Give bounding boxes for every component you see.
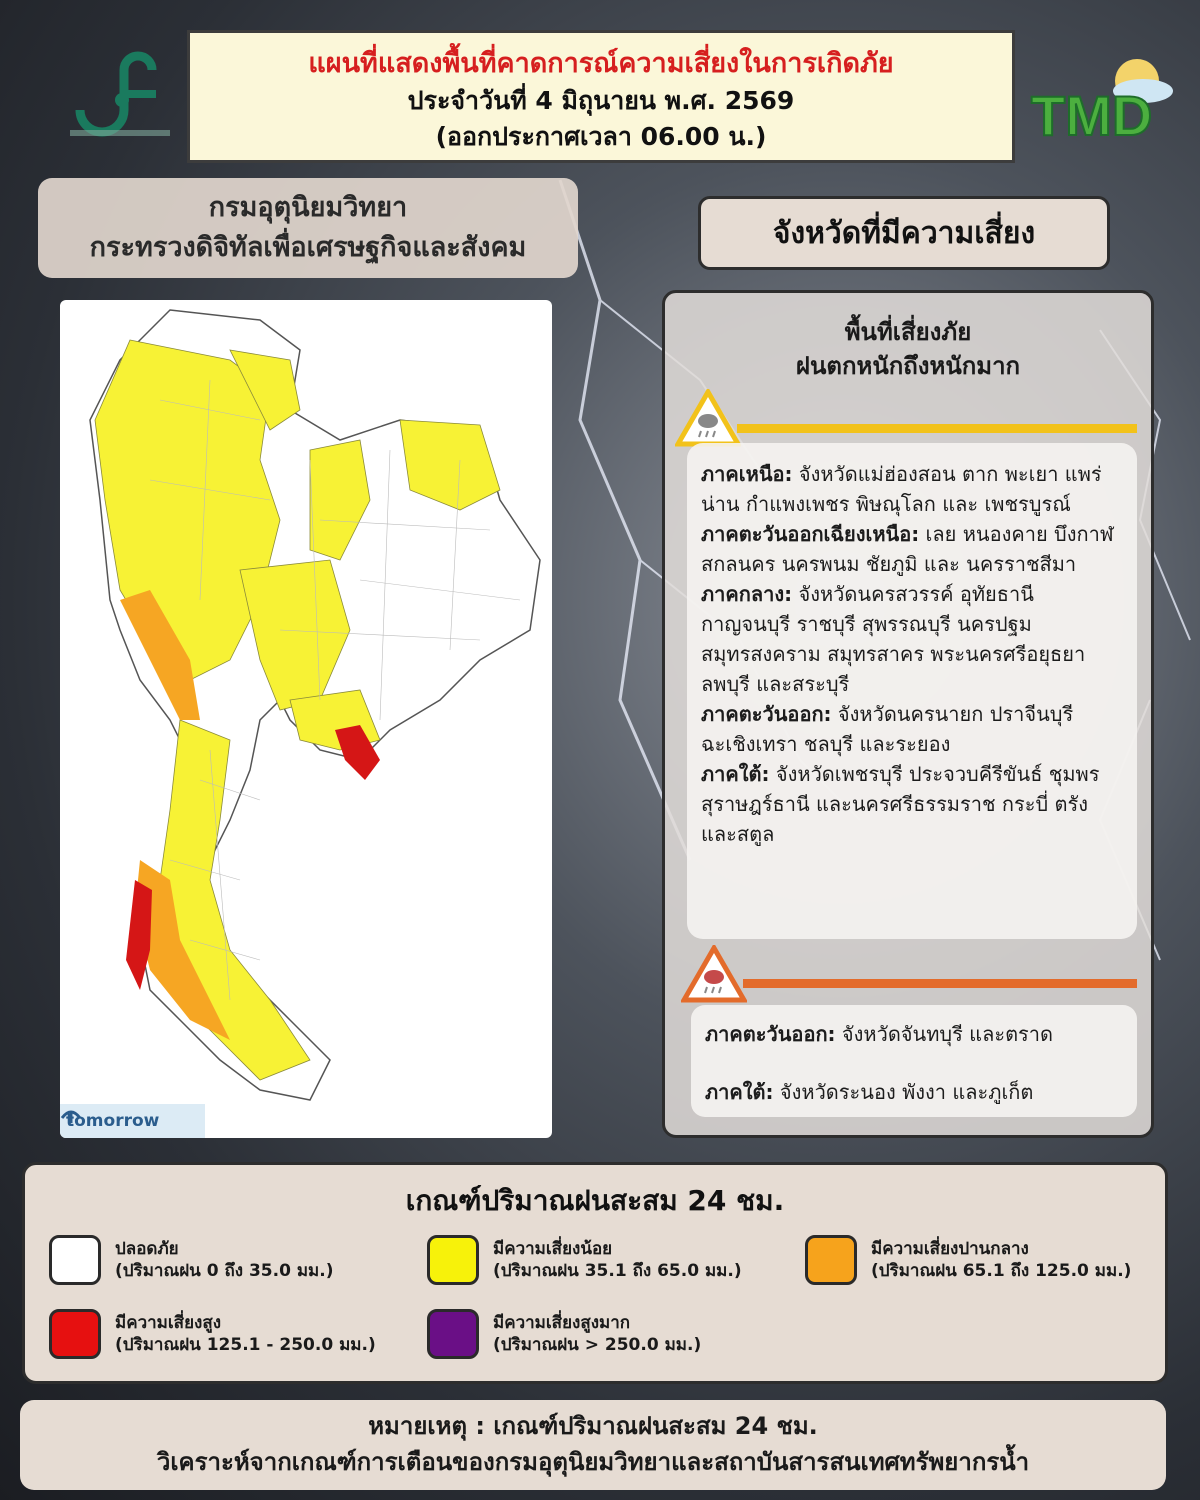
province-list: จังหวัดนครสวรรค์ อุทัยธานี กาญจนบุรี ราชบุรี สุพรรณบุรี นครปฐม สมุทรสงคราม สมุทรสาคร พระนครศรีอยุธยา ลพบุรี และสระบุรี xyxy=(701,582,1086,696)
map-svg xyxy=(60,300,552,1138)
tomorrow-label: tomorrow xyxy=(66,1111,160,1131)
province-list: จังหวัดแม่ฮ่องสอน ตาก พะเยา แพร่ น่าน กำแพงเพชร พิษณุโลก และ เพชรบูรณ์ xyxy=(701,462,1102,516)
very-heavy-rain-divider xyxy=(743,979,1137,988)
ministry-name: กระทรวงดิจิทัลเพื่อเศรษฐกิจและสังคม xyxy=(89,232,527,263)
legend-range-medium: (ปริมาณฝน 65.1 ถึง 125.0 มม.) xyxy=(871,1261,1132,1281)
tomorrow-icon xyxy=(60,1104,82,1124)
tomorrow-attribution xyxy=(60,1104,205,1138)
province-list: จังหวัดจันทบุรี และตราด xyxy=(835,1022,1054,1046)
note-line1: หมายเหตุ : เกณฑ์ปริมาณฝนสะสม 24 ชม. xyxy=(368,1412,818,1440)
note-line2: วิเคราะห์จากเกณฑ์การเตือนของกรมอุตุนิยมวิทยาและสถาบันสารสนเทศทรัพยากรน้ำ xyxy=(156,1448,1030,1476)
department-box xyxy=(38,178,578,278)
legend-label-very-high: มีความเสี่ยงสูงมาก xyxy=(493,1313,631,1333)
province-list: จังหวัดระนอง พังงา และภูเก็ต xyxy=(773,1080,1034,1104)
region-name: ภาคตะวันออก: xyxy=(705,1022,836,1046)
legend-range-very-high: (ปริมาณฝน > 250.0 มม.) xyxy=(493,1335,702,1355)
risk-entry xyxy=(705,1077,1127,1107)
risk-entry xyxy=(701,519,1127,579)
risk-panel xyxy=(662,290,1154,1138)
department-name: กรมอุตุนิยมวิทยา xyxy=(208,192,408,223)
legend-item-medium xyxy=(805,1235,1131,1285)
forecast-date: ประจำวันที่ 4 มิถุนายน พ.ศ. 2569 xyxy=(407,86,795,115)
legend-item-low xyxy=(427,1235,742,1285)
ministry-logo-caption xyxy=(70,130,170,136)
tmd-logo xyxy=(1025,45,1185,145)
legend-swatch-low xyxy=(427,1235,479,1285)
very-heavy-rain-warning-icon xyxy=(681,945,747,1003)
very-heavy-rain-list xyxy=(691,1005,1137,1117)
legend-range-high: (ปริมาณฝน 125.1 - 250.0 มม.) xyxy=(115,1335,376,1355)
province-list: จังหวัดเพชรบุรี ประจวบคีรีขันธ์ ชุมพร สุราษฎร์ธานี และนครศรีธรรมราช กระบี่ ตรัง และสตูล xyxy=(701,762,1100,846)
title-box xyxy=(187,30,1015,163)
risk-panel-title-line1: พื้นที่เสี่ยงภัย xyxy=(844,318,972,346)
legend-item-high xyxy=(49,1309,376,1359)
province-list: จังหวัดนครนายก ปราจีนบุรี ฉะเชิงเทรา ชลบุรี และระยอง xyxy=(701,702,1074,756)
risk-entry xyxy=(701,579,1127,699)
heavy-rain-divider xyxy=(737,424,1137,433)
legend-label-low: มีความเสี่ยงน้อย xyxy=(493,1239,613,1259)
region-name: ภาคกลาง: xyxy=(701,582,793,606)
note-box xyxy=(20,1400,1166,1490)
risk-panel-title xyxy=(665,315,1151,383)
region-name: ภาคตะวันออกเฉียงเหนือ: xyxy=(701,522,920,546)
issued-time: (ออกประกาศเวลา 06.00 น.) xyxy=(435,122,767,151)
region-name: ภาคใต้: xyxy=(705,1080,774,1104)
risk-provinces-header: จังหวัดที่มีความเสี่ยง xyxy=(698,196,1110,270)
legend-range-safe: (ปริมาณฝน 0 ถึง 35.0 มม.) xyxy=(115,1261,334,1281)
legend xyxy=(22,1162,1168,1384)
legend-label-safe: ปลอดภัย xyxy=(115,1239,179,1259)
legend-range-low: (ปริมาณฝน 35.1 ถึง 65.0 มม.) xyxy=(493,1261,742,1281)
legend-item-very-high xyxy=(427,1309,701,1359)
risk-entry xyxy=(701,759,1127,849)
region-name: ภาคตะวันออก: xyxy=(701,702,832,726)
thailand-rain-risk-map xyxy=(60,300,552,1138)
risk-panel-title-line2: ฝนตกหนักถึงหนักมาก xyxy=(795,352,1021,380)
heavy-rain-list xyxy=(687,443,1137,939)
tmd-logo-text: TMD xyxy=(1031,84,1153,145)
region-name: ภาคใต้: xyxy=(701,762,770,786)
province-list: เลย หนองคาย บึงกาฬ สกลนคร นครพนม ชัยภูมิ และ นครราชสีมา xyxy=(701,522,1114,576)
legend-swatch-very-high xyxy=(427,1309,479,1359)
legend-item-safe xyxy=(49,1235,333,1285)
legend-swatch-high xyxy=(49,1309,101,1359)
risk-entry xyxy=(701,459,1127,519)
risk-entry xyxy=(705,1019,1127,1049)
region-name: ภาคเหนือ: xyxy=(701,462,793,486)
legend-swatch-safe xyxy=(49,1235,101,1285)
page-title: แผนที่แสดงพื้นที่คาดการณ์ความเสี่ยงในการเกิดภัย xyxy=(308,48,894,79)
legend-swatch-medium xyxy=(805,1235,857,1285)
heavy-rain-warning-icon xyxy=(675,389,741,447)
risk-entry xyxy=(701,699,1127,759)
legend-label-medium: มีความเสี่ยงปานกลาง xyxy=(871,1239,1029,1259)
legend-label-high: มีความเสี่ยงสูง xyxy=(115,1313,222,1333)
legend-title: เกณฑ์ปริมาณฝนสะสม 24 ชม. xyxy=(405,1184,785,1217)
